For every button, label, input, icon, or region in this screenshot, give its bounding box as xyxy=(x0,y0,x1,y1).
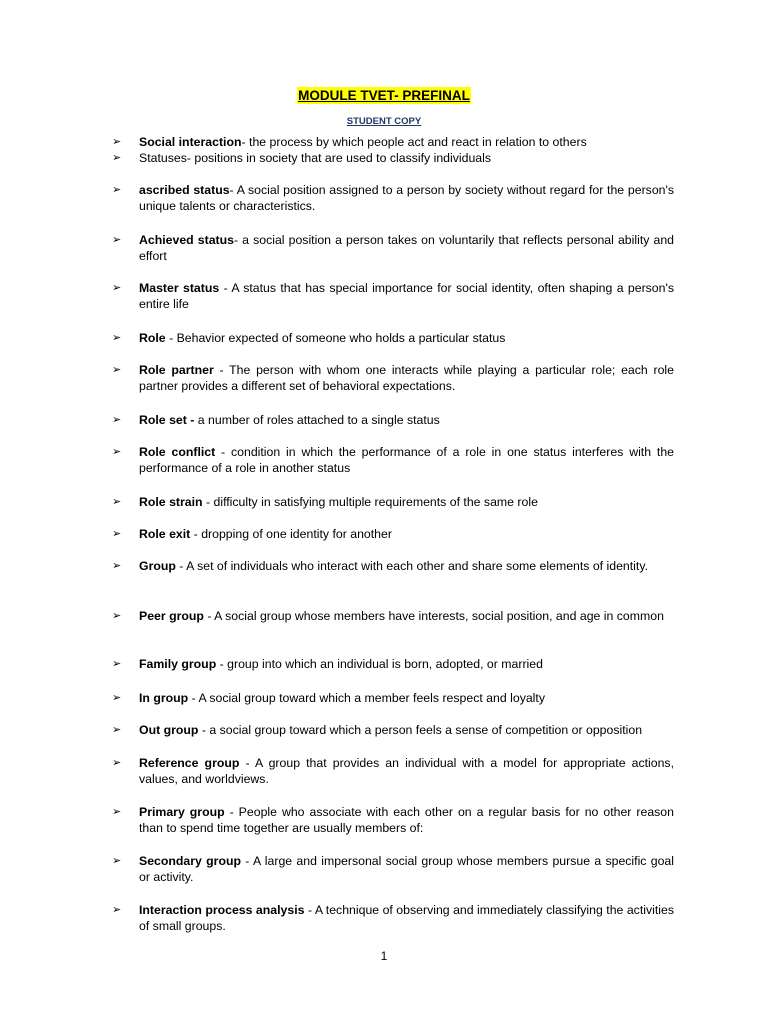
arrow-bullet-icon: ➢ xyxy=(112,183,122,196)
term-label: Reference group xyxy=(139,756,240,770)
term-definition: People who associate with each other on a regular basis for no other reason than to spend time together are usually members of: xyxy=(139,805,674,836)
term-label: Out group xyxy=(139,723,199,737)
list-item-text xyxy=(139,412,674,428)
arrow-bullet-icon: ➢ xyxy=(112,657,122,670)
arrow-bullet-icon: ➢ xyxy=(112,527,122,540)
term-separator: - xyxy=(241,854,250,868)
list-item-text xyxy=(139,232,674,265)
list-item-text xyxy=(139,853,674,886)
term-definition: group into which an individual is born, adopted, or married xyxy=(223,657,543,671)
list-item-text xyxy=(139,280,674,313)
term-definition: Statuses- positions in society that are used to classify individuals xyxy=(139,151,492,165)
term-label: Role strain xyxy=(139,495,203,509)
arrow-bullet-icon: ➢ xyxy=(112,151,122,164)
list-item-text xyxy=(139,150,674,166)
term-separator: - xyxy=(188,691,196,705)
term-label: Peer group xyxy=(139,609,204,623)
term-definition: Behavior expected of someone who holds a particular status xyxy=(173,331,506,345)
arrow-bullet-icon: ➢ xyxy=(112,135,122,148)
term-label: Primary group xyxy=(139,805,225,819)
term-definition: A social group whose members have interests, social position, and age in common xyxy=(211,609,664,623)
arrow-bullet-icon: ➢ xyxy=(112,854,122,867)
arrow-bullet-icon: ➢ xyxy=(112,691,122,704)
page-number: 1 xyxy=(380,949,388,963)
list-item-text xyxy=(139,902,674,935)
list-item-text xyxy=(139,494,674,510)
term-label: Role partner xyxy=(139,363,214,377)
arrow-bullet-icon: ➢ xyxy=(112,363,122,376)
term-separator: - xyxy=(202,495,211,509)
term-definition: A status that has special importance for social identity, often shaping a person's entire life xyxy=(139,281,674,312)
list-item-text xyxy=(139,558,674,574)
term-definition: A technique of observing and immediately classifying the activities of small groups. xyxy=(139,903,674,934)
arrow-bullet-icon: ➢ xyxy=(112,281,122,294)
arrow-bullet-icon: ➢ xyxy=(112,495,122,508)
term-label: Role exit xyxy=(139,527,191,541)
term-separator: - xyxy=(190,527,198,541)
term-definition: condition in which the performance of a role in one status interferes with the performance of a role in another status xyxy=(139,445,674,476)
list-item-text xyxy=(139,656,674,672)
term-separator: - xyxy=(219,281,228,295)
arrow-bullet-icon: ➢ xyxy=(112,609,122,622)
arrow-bullet-icon: ➢ xyxy=(112,233,122,246)
term-separator: - xyxy=(213,363,224,377)
term-label: Role set - xyxy=(139,413,195,427)
page-subtitle: STUDENT COPY xyxy=(346,116,422,127)
term-label: ascribed status xyxy=(139,183,230,197)
term-label: Interaction process analysis xyxy=(139,903,305,917)
list-item-text xyxy=(139,804,674,837)
list-item-text xyxy=(139,526,674,542)
term-label: In group xyxy=(139,691,189,705)
arrow-bullet-icon: ➢ xyxy=(112,903,122,916)
term-label: Family group xyxy=(139,657,217,671)
term-definition: the process by which people act and react in relation to others xyxy=(245,135,587,149)
term-separator: - xyxy=(175,559,184,573)
term-separator: - xyxy=(224,805,234,819)
list-item-text xyxy=(139,722,674,738)
term-separator: - xyxy=(198,723,206,737)
list-item-text xyxy=(139,690,674,706)
term-separator: - xyxy=(241,135,246,149)
term-label: Master status xyxy=(139,281,220,295)
term-separator: - xyxy=(165,331,174,345)
term-separator: - xyxy=(215,445,226,459)
term-definition: A social group toward which a member feels respect and loyalty xyxy=(195,691,545,705)
term-definition: A social position assigned to a person by society without regard for the person's unique talents or characteristics. xyxy=(139,183,674,214)
term-definition: A group that provides an individual with a model for appropriate actions, values, and worldviews. xyxy=(139,756,674,787)
arrow-bullet-icon: ➢ xyxy=(112,559,122,572)
term-label: Group xyxy=(139,559,176,573)
term-label: Social interaction xyxy=(139,135,242,149)
term-definition: dropping of one identity for another xyxy=(197,527,392,541)
term-separator: - xyxy=(233,233,239,247)
term-definition: The person with whom one interacts while playing a particular role; each role partner provides a different set of behavioral expectations. xyxy=(139,363,674,394)
term-label: Achieved status xyxy=(139,233,234,247)
term-separator: - xyxy=(239,756,250,770)
arrow-bullet-icon: ➢ xyxy=(112,723,122,736)
title-container xyxy=(0,87,768,105)
term-definition: a social group toward which a person feels a sense of competition or opposition xyxy=(205,723,643,737)
list-item-text xyxy=(139,444,674,477)
term-definition: a number of roles attached to a single status xyxy=(194,413,440,427)
term-separator: - xyxy=(216,657,224,671)
term-label: Role conflict xyxy=(139,445,216,459)
term-definition: difficulty in satisfying multiple requirements of the same role xyxy=(210,495,538,509)
page-title: MODULE TVET- PREFINAL xyxy=(298,88,470,103)
list-item-text xyxy=(139,362,674,395)
subtitle-container xyxy=(0,111,768,129)
term-label: Secondary group xyxy=(139,854,241,868)
arrow-bullet-icon: ➢ xyxy=(112,756,122,769)
arrow-bullet-icon: ➢ xyxy=(112,805,122,818)
term-definition: a social position a person takes on voluntarily that reflects personal ability and effort xyxy=(139,233,674,264)
term-definition: A set of individuals who interact with each other and share some elements of identity. xyxy=(183,559,648,573)
term-separator: - xyxy=(304,903,313,917)
term-label: Role xyxy=(139,331,166,345)
term-separator: - xyxy=(229,183,234,197)
arrow-bullet-icon: ➢ xyxy=(112,413,122,426)
list-item-text xyxy=(139,182,674,215)
list-item-text xyxy=(139,330,674,346)
term-separator: - xyxy=(203,609,212,623)
arrow-bullet-icon: ➢ xyxy=(112,445,122,458)
list-item-text xyxy=(139,134,674,150)
term-definition: A large and impersonal social group whose members pursue a specific goal or activity. xyxy=(139,854,674,885)
list-item-text xyxy=(139,608,674,624)
list-item-text xyxy=(139,755,674,788)
arrow-bullet-icon: ➢ xyxy=(112,331,122,344)
